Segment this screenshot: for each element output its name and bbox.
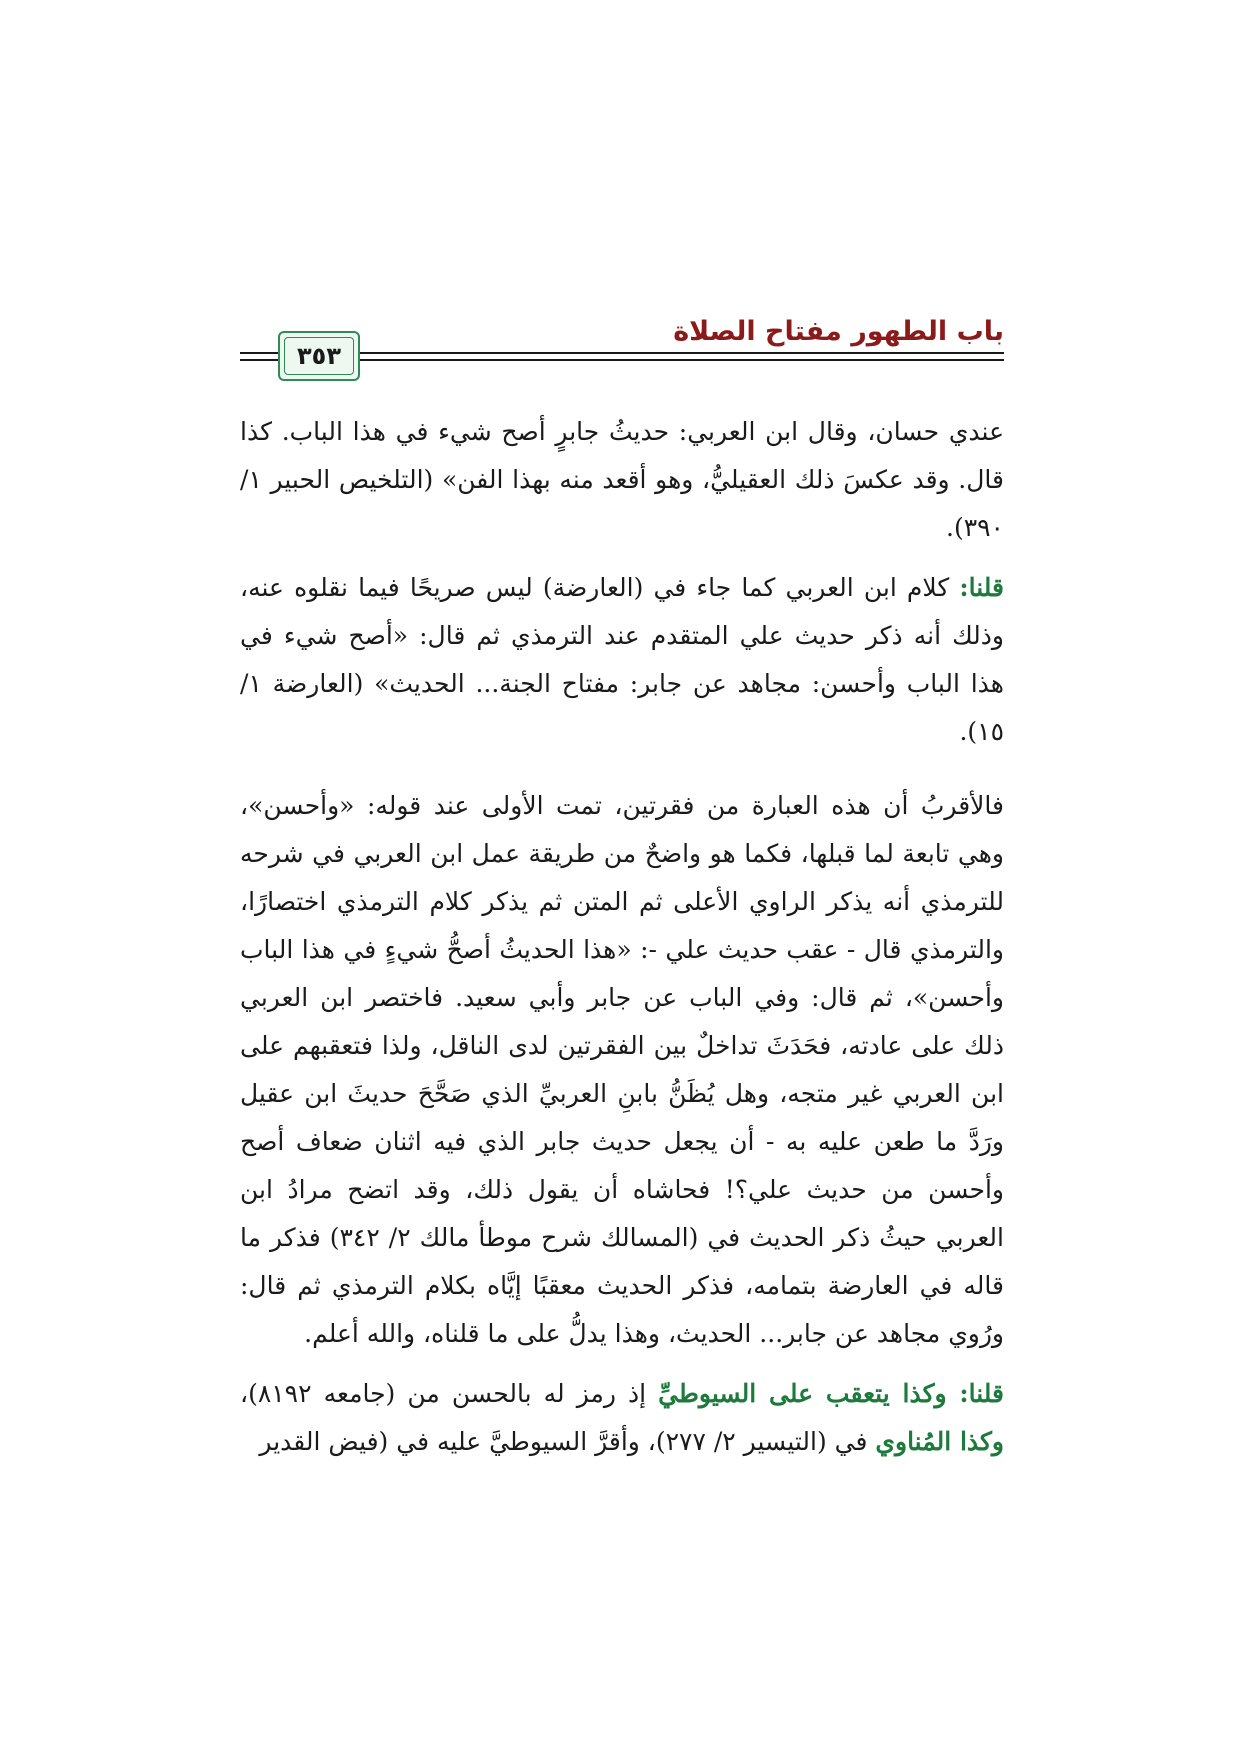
header-rule-top-left [240, 352, 278, 354]
paragraph-1 [240, 408, 1004, 552]
paragraph-4-text: إذ رمز له بالحسن من (جامعه ٨١٩٢)، [240, 1379, 659, 1408]
paragraph-4-label: قلنا: وكذا يتعقب على السيوطيِّ [658, 1379, 1004, 1408]
header-rule-bottom-right [360, 359, 1004, 361]
header-rule-top-right [360, 352, 1004, 354]
paragraph-2-text: كلام ابن العربي كما جاء في (العارضة) ليس صريحًا فيما نقلوه عنه، وذلك أنه ذكر حديث علي المتقدم عند الترمذي ثم قال: «أصح شيء في هذا الباب وأحسن: مجاهد عن جابر: مفتاح الجنة... الحديث» (العارضة ١/ ١٥). [240, 573, 1004, 746]
chapter-title: باب الطهور مفتاح الصلاة [673, 316, 1004, 347]
body-text [240, 408, 1004, 1492]
paragraph-4-label-2: وكذا المُناوي [875, 1427, 1004, 1456]
paragraph-3-text: فالأقربُ أن هذه العبارة من فقرتين، تمت الأولى عند قوله: «وأحسن»، وهي تابعة لما قبلها، فكما هو واضحٌ من طريقة عمل ابن العربي في شرحه للترمذي أنه يذكر الراوي الأعلى ثم المتن ثم يذكر كلام الترمذي اختصارًا، والترمذي قال - عقب حديث علي -: «هذا الحديثُ أصحُّ شيءٍ في هذا الباب وأحسن»، ثم قال: وفي الباب عن جابر وأبي سعيد. فاختصر ابن العربي ذلك على عادته، فحَدَثَ تداخلٌ بين الفقرتين لدى الناقل، ولذا فتعقبهم على ابن العربي غير متجه، وهل يُظَنُّ بابنِ العربيِّ الذي صَحَّحَ حديثَ ابن عقيل ورَدَّ ما طعن عليه به - أن يجعل حديث جابر الذي فيه اثنان ضعاف أصح وأحسن من حديث علي؟! فحاشاه أن يقول ذلك، وقد اتضح مرادُ ابن العربي حيثُ ذكر الحديث في (المسالك شرح موطأ مالك ٢/ ٣٤٢) فذكر ما قاله في العارضة بتمامه، فذكر الحديث معقبًا إيَّاه بكلام الترمذي ثم قال: ورُوي مجاهد عن جابر... الحديث، وهذا يدلُّ على ما قلناه، والله أعلم. [240, 791, 1004, 1348]
paragraph-4 [240, 1370, 1004, 1466]
page-number: ٣٥٣ [297, 342, 341, 370]
header-rule-bottom-left [240, 359, 278, 361]
paragraph-1-text: عندي حسان، وقال ابن العربي: حديثُ جابرٍ أصح شيء في هذا الباب. كذا قال. وقد عكسَ ذلك العقيليُّ، وهو أقعد منه بهذا الفن» (التلخيص الحبير ١/ ٣٩٠). [240, 417, 1004, 542]
page-number-frame [278, 331, 360, 381]
paragraph-4-text-2: في (التيسير ٢/ ٢٧٧)، وأقرَّ السيوطيَّ عليه في (فيض القدير [259, 1427, 876, 1456]
paragraph-2 [240, 564, 1004, 756]
paragraph-2-label: قلنا: [959, 573, 1004, 602]
paragraph-3 [240, 782, 1004, 1358]
